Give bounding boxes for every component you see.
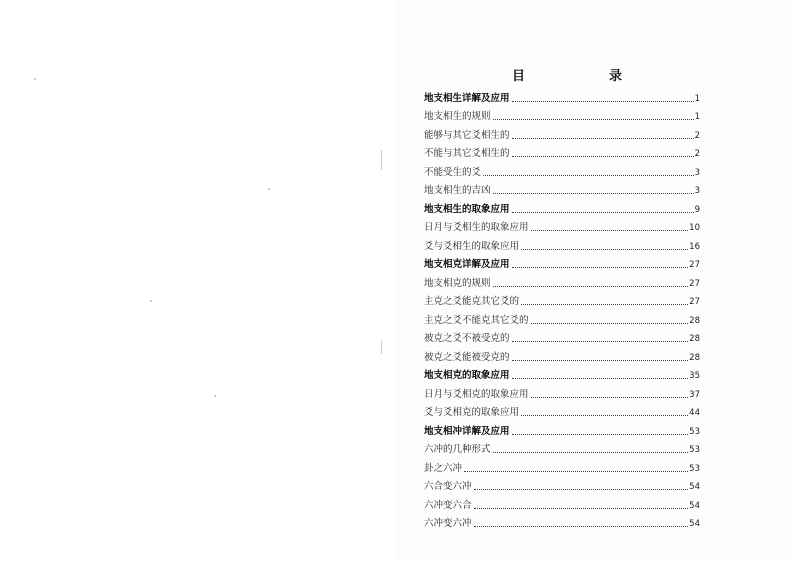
toc-dot-leader: [521, 415, 688, 416]
toc-entry: [424, 327, 700, 346]
toc-section-heading: [424, 364, 700, 383]
toc-page-number: 1: [694, 93, 700, 104]
toc-entry-label: 不能受生的爻: [424, 166, 482, 178]
toc-dot-leader: [521, 249, 688, 250]
toc-dot-leader: [512, 267, 689, 268]
toc-title: [512, 65, 622, 84]
toc-entry-label: 地支相生详解及应用: [424, 92, 510, 104]
toc-page-number: 28: [689, 352, 700, 363]
toc-entry: [424, 438, 700, 457]
toc-dot-leader: [464, 471, 688, 472]
toc-entry: [424, 234, 700, 253]
toc-dot-leader: [493, 286, 689, 287]
toc-entry-label: 被克之爻不被受克的: [424, 333, 510, 344]
toc-entry-label: 日月与爻相生的取象应用: [424, 222, 529, 233]
toc-entry-label: 主克之爻不能克其它爻的: [424, 314, 529, 326]
toc-title-char: 录: [608, 69, 622, 84]
toc-page-number: 27: [689, 278, 700, 289]
toc-page-number: 53: [689, 463, 700, 474]
toc-entry-label: 爻与爻相克的取象应用: [424, 407, 520, 418]
toc-entry: [424, 456, 700, 475]
toc-page-number: 28: [689, 315, 700, 326]
toc-entry: [424, 401, 700, 420]
toc-page-number: 53: [689, 445, 700, 455]
blank-left-page: [0, 0, 396, 561]
toc-entry-label: 地支相冲详解及应用: [424, 425, 510, 437]
scan-speck: [214, 395, 216, 397]
toc-dot-leader: [512, 341, 689, 342]
scan-speck: [34, 78, 36, 80]
toc-entry: [424, 123, 700, 142]
toc-dot-leader: [512, 138, 694, 139]
toc-dot-leader: [493, 452, 689, 453]
toc-dot-leader: [512, 378, 689, 379]
toc-page-number: 9: [694, 204, 700, 215]
toc-entry: [424, 345, 700, 364]
toc-entry-label: 地支相生的取象应用: [424, 203, 510, 215]
toc-section-heading: [424, 197, 700, 216]
toc-entry-label: 地支相生的规则: [424, 111, 491, 122]
toc-entry: [424, 105, 700, 124]
toc-entry-label: 卦之六冲: [424, 462, 463, 474]
toc-page-number: 16: [689, 241, 700, 252]
toc-entry-label: 日月与爻相克的取象应用: [424, 388, 529, 400]
toc-page-number: 1: [694, 112, 700, 122]
toc-page-number: 2: [694, 149, 700, 159]
toc-entry-label: 六冲的几种形式: [424, 444, 491, 455]
toc-entry: [424, 493, 700, 512]
toc-dot-leader: [493, 119, 694, 120]
toc-entry: [424, 179, 700, 198]
toc-entry-label: 被克之爻能被受克的: [424, 351, 510, 363]
toc-page-number: 54: [689, 500, 700, 511]
toc-entry: [424, 308, 700, 327]
toc-entry-label: 六合变六冲: [424, 481, 472, 492]
toc-entry-label: 能够与其它爻相生的: [424, 129, 510, 141]
toc-page-number: 27: [689, 297, 700, 307]
toc-dot-leader: [531, 230, 689, 231]
toc-page-number: 53: [689, 426, 700, 437]
toc-page-number: 3: [694, 167, 700, 178]
toc-entry: [424, 160, 700, 179]
toc-entry-label: 六冲变六合: [424, 499, 472, 511]
toc-entry-label: 主克之爻能克其它爻的: [424, 296, 520, 307]
toc-entry: [424, 290, 700, 309]
toc-dot-leader: [531, 323, 689, 324]
toc-dot-leader: [474, 508, 689, 509]
toc-dot-leader: [512, 101, 694, 102]
toc-dot-leader: [512, 212, 694, 213]
toc-dot-leader: [512, 156, 694, 157]
toc-page-number: 28: [689, 334, 700, 344]
toc-title-char: 目: [512, 69, 526, 84]
toc-entry: [424, 271, 700, 290]
toc-page-number: 44: [689, 408, 700, 418]
toc-dot-leader: [474, 526, 689, 527]
toc-dot-leader: [512, 360, 689, 361]
toc-dot-leader: [483, 175, 694, 176]
table-of-contents: [424, 86, 700, 530]
toc-page-number: 35: [689, 371, 700, 381]
toc-entry: [424, 382, 700, 401]
toc-page-number: 37: [689, 389, 700, 400]
toc-entry: [424, 475, 700, 494]
toc-dot-leader: [531, 397, 689, 398]
toc-entry: [424, 142, 700, 161]
toc-entry: [424, 216, 700, 235]
toc-entry-label: 地支相生的吉凶: [424, 185, 491, 196]
toc-section-heading: [424, 419, 700, 438]
toc-entry: [424, 512, 700, 531]
page-fold-mark: [381, 340, 382, 354]
toc-section-heading: [424, 86, 700, 105]
toc-page-number: 3: [694, 186, 700, 196]
toc-page-number: 54: [689, 482, 700, 492]
toc-entry-label: 地支相克详解及应用: [424, 259, 510, 270]
page-fold-mark: [381, 150, 382, 170]
toc-dot-leader: [474, 489, 689, 490]
toc-dot-leader: [521, 304, 688, 305]
toc-entry-label: 不能与其它爻相生的: [424, 148, 510, 159]
toc-section-heading: [424, 253, 700, 272]
toc-page-number: 2: [694, 130, 700, 141]
toc-dot-leader: [493, 193, 694, 194]
scan-speck: [150, 300, 152, 302]
toc-entry-label: 六冲变六冲: [424, 518, 472, 529]
scan-speck: [268, 188, 270, 190]
toc-page-number: 54: [689, 519, 700, 529]
toc-page-number: 27: [689, 260, 700, 270]
toc-entry-label: 地支相克的规则: [424, 277, 491, 289]
toc-dot-leader: [512, 434, 689, 435]
toc-entry-label: 地支相克的取象应用: [424, 370, 510, 381]
toc-entry-label: 爻与爻相生的取象应用: [424, 240, 520, 252]
toc-page-number: 10: [689, 223, 700, 233]
